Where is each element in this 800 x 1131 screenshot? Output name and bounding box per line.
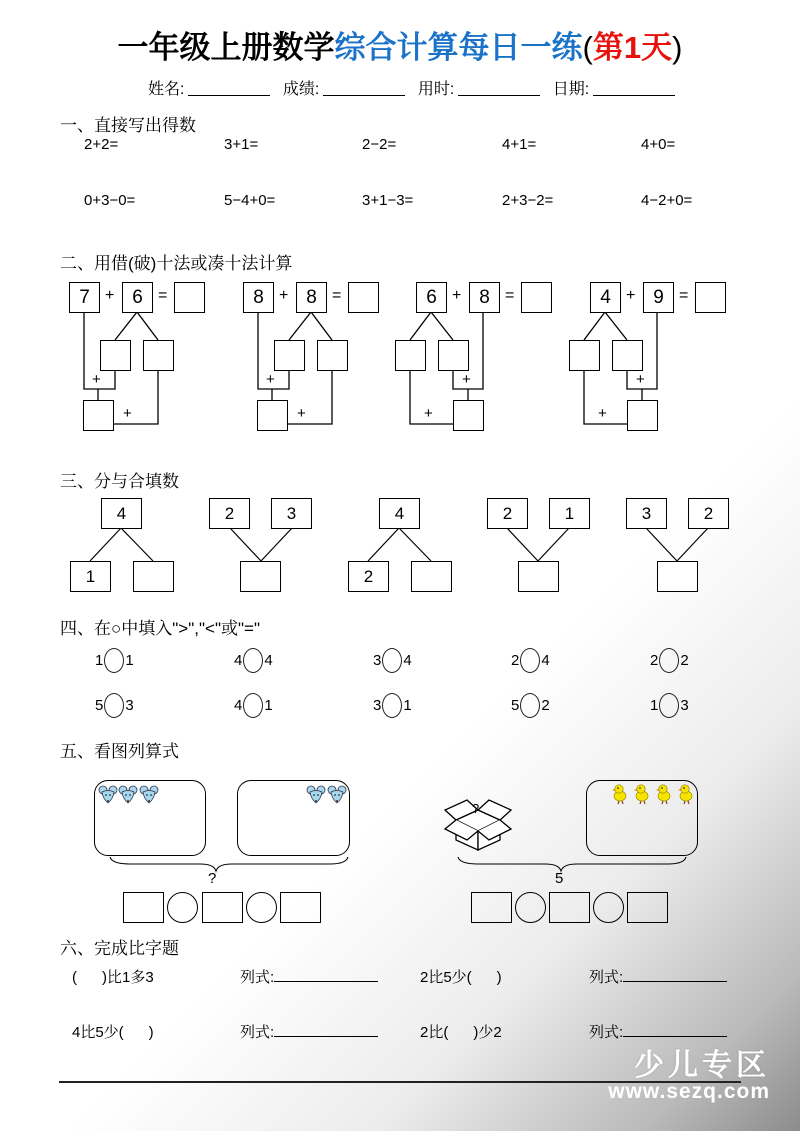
expression: 0+3−0= — [84, 192, 136, 209]
plus-sign: + — [636, 371, 645, 388]
date-label: 日期: — [552, 81, 590, 98]
part-box: 2 — [487, 498, 528, 529]
title-paren-open: ( — [582, 30, 593, 65]
plus-sign: + — [279, 287, 289, 304]
plus-sign: + — [598, 405, 607, 422]
total-label: ? — [208, 870, 217, 887]
compare-item: 1 3 — [650, 693, 689, 718]
section3-heading: 三、分与合填数 — [60, 472, 179, 491]
watermark-brand: 少儿专区 — [634, 1049, 770, 1082]
section4-heading: 四、在○中填入">","<"或"=" — [60, 619, 260, 638]
compare-item: 4 4 — [234, 648, 273, 673]
formula-line: 列式: — [589, 966, 727, 987]
equals-sign: = — [158, 287, 168, 304]
part-box: 3 — [271, 498, 312, 529]
plus-sign: + — [266, 371, 275, 388]
compare-item: 1 1 — [95, 648, 134, 673]
plus-sign: + — [452, 287, 462, 304]
plus-sign: + — [123, 405, 132, 422]
compare-item: 5 2 — [511, 693, 550, 718]
plus-sign: + — [105, 287, 115, 304]
section5-heading: 五、看图列算式 — [60, 742, 179, 761]
part-box: 2 — [688, 498, 729, 529]
whole-box: 4 — [379, 498, 420, 529]
watermark-url: www.sezq.com — [608, 1080, 770, 1103]
formula-blank[interactable] — [274, 981, 378, 982]
part-box: 2 — [209, 498, 250, 529]
title-grade: 一年级上册数学 — [117, 30, 335, 65]
comparison-question: 2比5少( ) — [420, 969, 502, 986]
plus-sign: + — [92, 371, 101, 388]
title-paren-close: ) — [672, 30, 683, 65]
comparison-question: 4比5少( ) — [72, 1024, 154, 1041]
equals-sign: = — [679, 287, 689, 304]
formula-line: 列式: — [240, 1021, 378, 1042]
plus-sign: + — [462, 371, 471, 388]
compare-item: 3 1 — [373, 693, 412, 718]
formula-blank[interactable] — [274, 1036, 378, 1037]
name-label: 姓名: — [148, 81, 185, 98]
formula-line: 列式: — [240, 966, 378, 987]
expression: 2+3−2= — [502, 192, 554, 209]
part-box: 2 — [348, 561, 389, 592]
score-label: 成绩: — [282, 81, 320, 98]
expression: 2+2= — [84, 136, 119, 153]
addend-box: 8 — [296, 282, 327, 313]
plus-sign: + — [626, 287, 636, 304]
section6-heading: 六、完成比字题 — [60, 939, 179, 958]
time-label: 用时: — [417, 81, 455, 98]
addend-box: 4 — [590, 282, 621, 313]
addend-box: 7 — [69, 282, 100, 313]
compare-item: 2 4 — [511, 648, 550, 673]
comparison-question: 2比( )少2 — [420, 1024, 502, 1041]
plus-sign: + — [297, 405, 306, 422]
equation-number-box[interactable] — [549, 892, 590, 923]
part-box: 3 — [626, 498, 667, 529]
equation-number-box[interactable] — [202, 892, 243, 923]
brace-icon — [110, 857, 348, 871]
section1-heading: 一、直接写出得数 — [60, 116, 196, 135]
equation-operator-circle[interactable] — [167, 892, 198, 923]
brace-icon — [458, 857, 686, 871]
equation-number-box[interactable] — [123, 892, 164, 923]
mouse-icon — [307, 786, 325, 803]
addend-box: 6 — [416, 282, 447, 313]
mouse-icon — [328, 786, 346, 803]
expression: 2−2= — [362, 136, 397, 153]
expression: 3+1−3= — [362, 192, 414, 209]
part-box: 1 — [549, 498, 590, 529]
equation-operator-circle[interactable] — [593, 892, 624, 923]
compare-item: 5 3 — [95, 693, 134, 718]
plus-sign: + — [424, 405, 433, 422]
formula-blank[interactable] — [623, 1036, 727, 1037]
picture-box-chicks-4 — [586, 780, 698, 856]
expression: 4+1= — [502, 136, 537, 153]
equation-operator-circle[interactable] — [515, 892, 546, 923]
whole-box: 4 — [101, 498, 142, 529]
total-label: 5 — [555, 870, 564, 887]
equation-number-box[interactable] — [471, 892, 512, 923]
section2-heading: 二、用借(破)十法或凑十法计算 — [60, 254, 293, 273]
compare-item: 4 1 — [234, 693, 273, 718]
compare-item: 3 4 — [373, 648, 412, 673]
mouse-icon — [119, 786, 137, 803]
formula-line: 列式: — [589, 1021, 727, 1042]
expression: 4−2+0= — [641, 192, 693, 209]
mystery-box-label: ? — [472, 801, 480, 816]
comparison-question: ( )比1多3 — [72, 969, 154, 986]
expression: 3+1= — [224, 136, 259, 153]
equation-result-box[interactable] — [627, 892, 668, 923]
title-day: 第1天 — [592, 30, 673, 65]
addend-box: 9 — [643, 282, 674, 313]
mouse-icon — [140, 786, 158, 803]
part-box: 1 — [70, 561, 111, 592]
addend-box: 6 — [122, 282, 153, 313]
compare-item: 2 2 — [650, 648, 689, 673]
title-subject: 综合计算每日一练 — [334, 30, 583, 65]
addend-box: 8 — [243, 282, 274, 313]
equals-sign: = — [505, 287, 515, 304]
addend-box: 8 — [469, 282, 500, 313]
expression: 4+0= — [641, 136, 676, 153]
formula-blank[interactable] — [623, 981, 727, 982]
equation-result-box[interactable] — [280, 892, 321, 923]
expression: 5−4+0= — [224, 192, 276, 209]
equals-sign: = — [332, 287, 342, 304]
mouse-icon — [99, 786, 117, 803]
equation-operator-circle[interactable] — [246, 892, 277, 923]
